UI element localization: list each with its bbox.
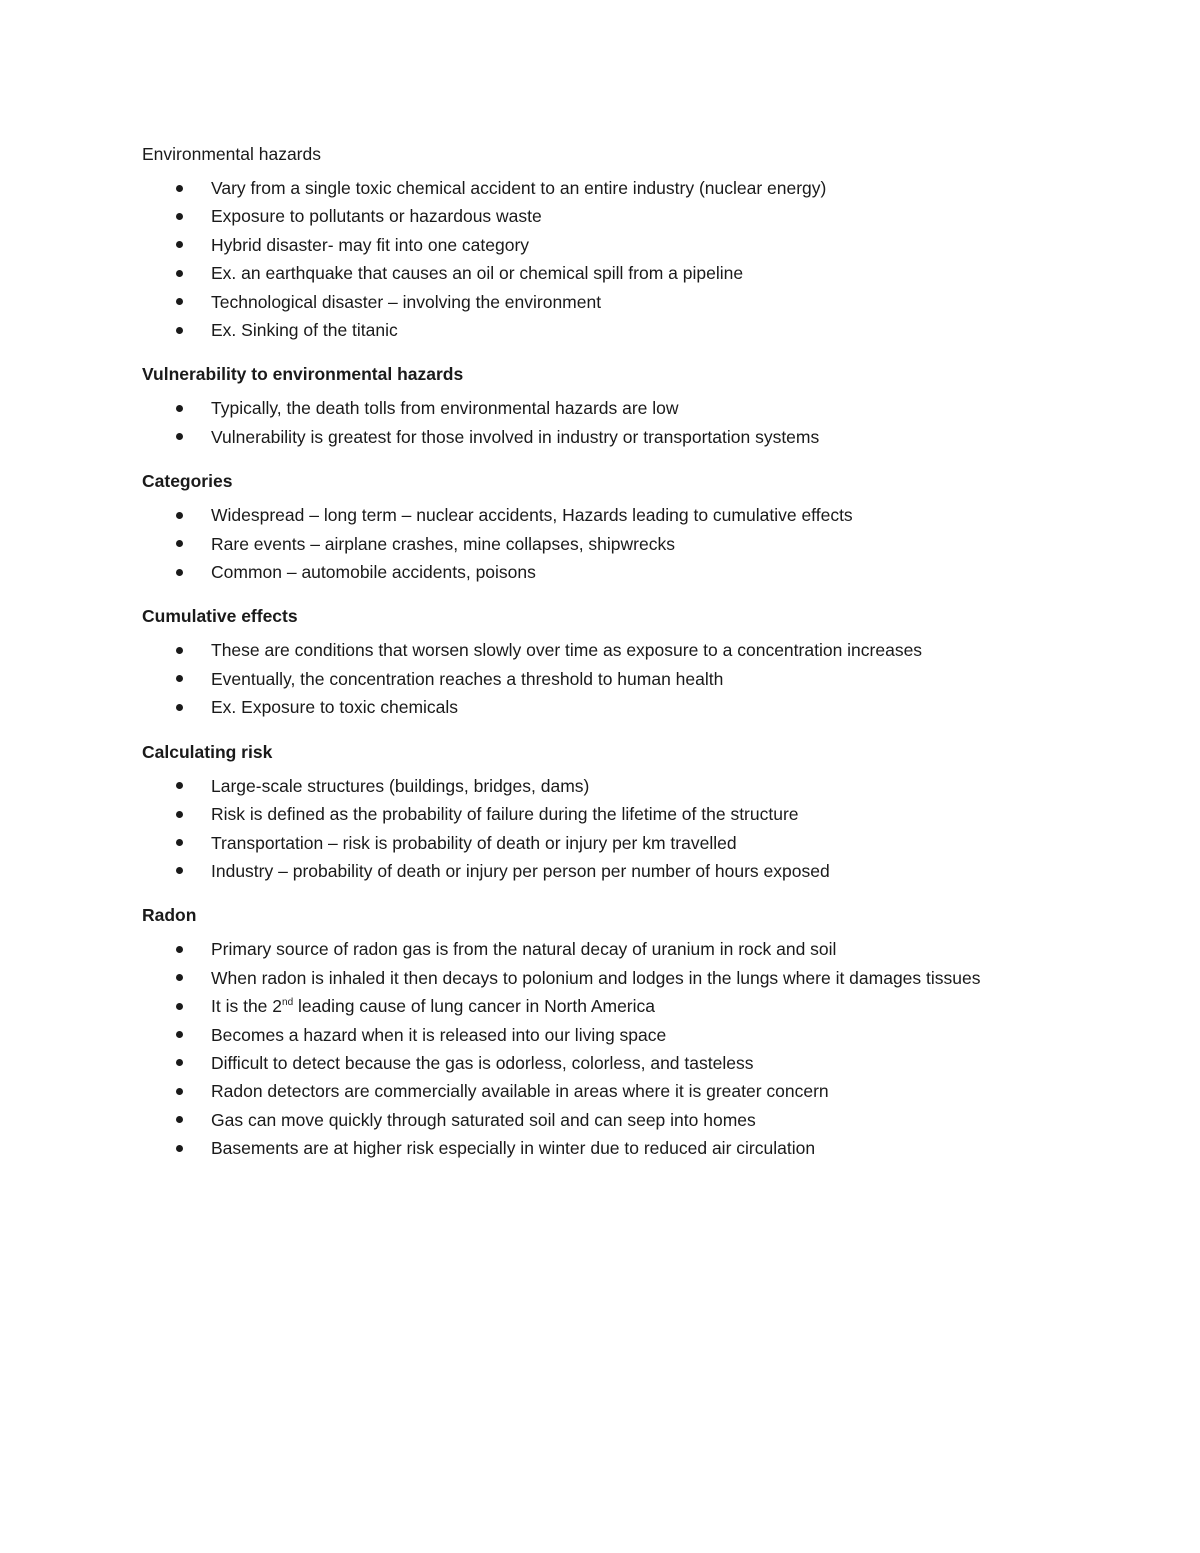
list-item-text [211,992,1021,1020]
list-item [142,316,1042,344]
bullet-icon [176,512,183,519]
bullet-icon [176,327,183,334]
list-item-text: Common – automobile accidents, poisons [211,562,536,583]
list-item-text: Hybrid disaster- may fit into one category [211,234,530,255]
list-item [142,423,1042,451]
list-item-text: Ex. Exposure to toxic chemicals [211,697,459,718]
list-item-text: Transportation – risk is probability of death or injury per km travelled [211,832,737,853]
list-item-text: Basements are at higher risk especially in winter due to reduced air circulation [211,1138,816,1159]
superscript: nd [282,997,294,1009]
list-item-text: Eventually, the concentration reaches a threshold to human health [211,668,724,689]
bullet-icon [176,1059,183,1066]
bullet-icon [176,569,183,576]
bullet-icon [176,405,183,412]
document-body [142,140,1042,1179]
list-item-text: Vulnerability is greatest for those involved in industry or transportation systems [211,426,820,447]
list-item [142,829,1042,857]
list-item-text: Industry – probability of death or injury per person per number of hours exposed [211,860,830,881]
section-heading: Environmental hazards [142,144,321,164]
bullet-list [142,174,1042,344]
list-item-text: Difficult to detect because the gas is odorless, colorless, and tasteless [211,1052,754,1073]
bullet-list [142,772,1042,886]
list-item-text: Rare events – airplane crashes, mine collapses, shipwrecks [211,533,675,554]
section-heading: Calculating risk [142,741,273,762]
section-heading: Vulnerability to environmental hazards [142,364,464,385]
list-item-text: Technological disaster – involving the environment [211,291,602,312]
list-item [142,964,1042,992]
bullet-list [142,935,1042,1162]
list-item [142,800,1042,828]
bullet-icon [176,213,183,220]
list-item [142,530,1042,558]
list-item-text: When radon is inhaled it then decays to polonium and lodges in the lungs where it damages tissues [211,967,981,988]
bullet-icon [176,782,183,789]
list-item [142,1106,1042,1134]
text-run: It is the 2 [211,996,283,1017]
bullet-icon [176,241,183,248]
bullet-icon [176,867,183,874]
list-item [142,693,1042,721]
bullet-icon [176,540,183,547]
list-item-text: Becomes a hazard when it is released into our living space [211,1024,667,1045]
list-item [142,857,1042,885]
list-item-text: Typically, the death tolls from environmental hazards are low [211,398,679,419]
bullet-icon [176,1145,183,1152]
list-item-text: Vary from a single toxic chemical accident to an entire industry (nuclear energy) [211,178,827,198]
bullet-icon [176,185,183,192]
section-heading: Radon [142,905,197,926]
list-item [142,558,1042,586]
list-item [142,1049,1042,1077]
bullet-icon [176,811,183,818]
list-item [142,1077,1042,1105]
bullet-icon [176,270,183,277]
bullet-icon [176,1088,183,1095]
list-item [142,1021,1042,1049]
bullet-icon [176,946,183,953]
bullet-icon [176,1116,183,1123]
list-item-text: Ex. Sinking of the titanic [211,320,398,341]
list-item-text: Radon detectors are commercially available in areas where it is greater concern [211,1081,829,1102]
list-item [142,501,1042,529]
section-heading: Categories [142,471,233,492]
list-item-text: Gas can move quickly through saturated soil and can seep into homes [211,1109,756,1130]
bullet-icon [176,839,183,846]
bullet-icon [176,647,183,654]
list-item-text: Large-scale structures (buildings, bridges, dams) [211,775,590,796]
list-item-text: These are conditions that worsen slowly over time as exposure to a concentration increases [211,640,923,661]
list-item [142,288,1042,316]
list-item [142,202,1042,230]
bullet-icon [176,433,183,440]
bullet-list [142,636,1042,721]
bullet-icon [176,704,183,711]
list-item [142,992,1042,1020]
bullet-icon [176,1003,183,1010]
bullet-icon [176,974,183,981]
list-item [142,394,1042,422]
list-item-text: Risk is defined as the probability of failure during the lifetime of the structure [211,804,799,825]
list-item-text: Exposure to pollutants or hazardous waste [211,206,542,227]
bullet-icon [176,1031,183,1038]
list-item [142,935,1042,963]
list-item-text: Widespread – long term – nuclear accidents, Hazards leading to cumulative effects [211,505,853,526]
list-item [142,1134,1042,1162]
bullet-icon [176,298,183,305]
list-item [142,259,1042,287]
bullet-list [142,394,1042,451]
list-item [142,772,1042,800]
section-heading: Cumulative effects [142,606,298,627]
list-item [142,636,1042,664]
list-item [142,665,1042,693]
list-item [142,231,1042,259]
list-item-text: Ex. an earthquake that causes an oil or chemical spill from a pipeline [211,263,744,284]
bullet-list [142,501,1042,586]
list-item [142,174,1042,202]
bullet-icon [176,675,183,682]
text-run: leading cause of lung cancer in North America [293,996,656,1017]
list-item-text: Primary source of radon gas is from the natural decay of uranium in rock and soil [211,939,837,960]
